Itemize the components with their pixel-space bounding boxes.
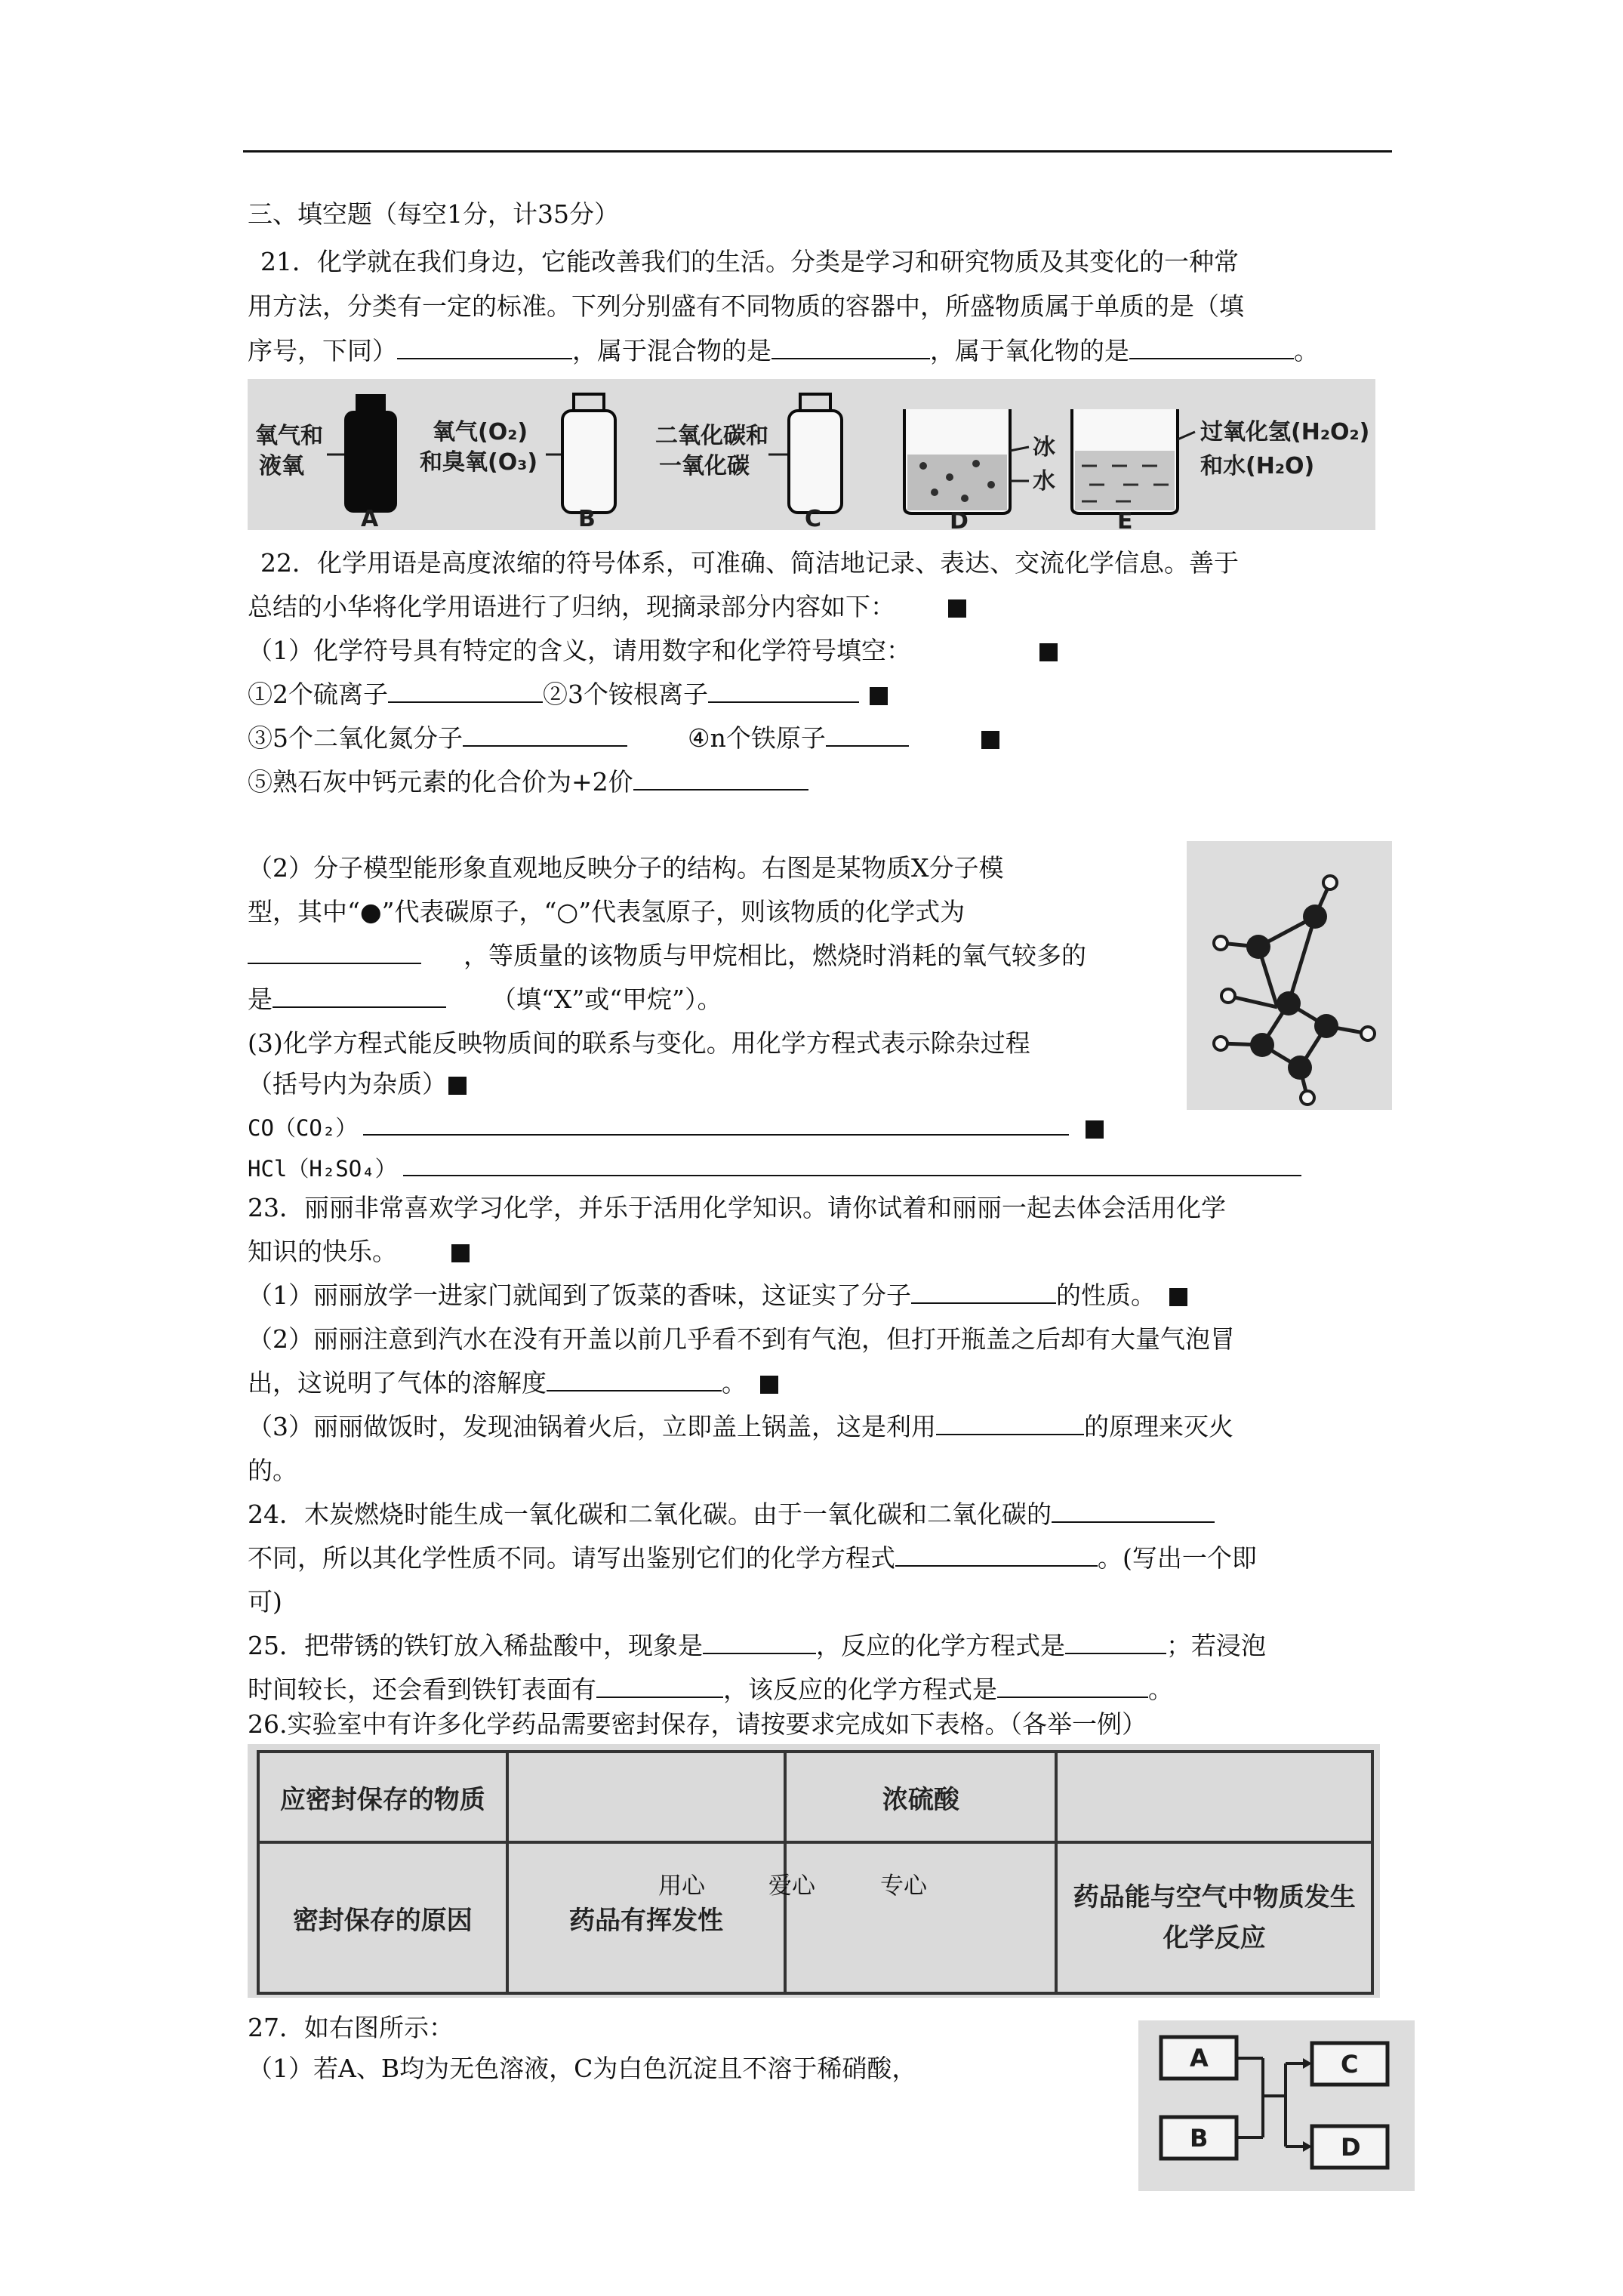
box-c-label: C bbox=[1341, 2050, 1359, 2079]
answer-blank[interactable] bbox=[397, 335, 572, 359]
box-b-label: B bbox=[1190, 2124, 1209, 2153]
container-c-label2: 一氧化碳 bbox=[659, 453, 750, 479]
header-rule bbox=[243, 150, 1392, 153]
molecule-model-figure bbox=[1187, 841, 1392, 1110]
answer-blank[interactable] bbox=[708, 679, 859, 703]
answer-blank[interactable] bbox=[633, 766, 808, 791]
square-mark bbox=[948, 599, 966, 618]
answer-blank[interactable] bbox=[596, 1674, 723, 1698]
container-d-label2: 水 bbox=[1033, 468, 1055, 495]
q22-p3-line2: （括号内为杂质） bbox=[248, 1068, 467, 1101]
square-mark bbox=[448, 1077, 467, 1095]
container-c-label1: 二氧化碳和 bbox=[655, 423, 768, 449]
q21-line3: 序号，下同） ，属于混合物的是 ，属于氧化物的是 。 bbox=[248, 336, 1319, 365]
q25-line2: 时间较长，还会看到铁钉表面有 ，该反应的化学方程式是 。 bbox=[248, 1675, 1173, 1704]
answer-blank[interactable] bbox=[1052, 1499, 1215, 1523]
container-a-label2: 液氧 bbox=[259, 453, 304, 479]
answer-blank[interactable] bbox=[463, 723, 627, 747]
table-cell: 应密封保存的物质 bbox=[258, 1752, 507, 1842]
footer-item: 爱心 bbox=[768, 1872, 815, 1900]
answer-blank[interactable] bbox=[388, 679, 543, 703]
container-a-letter: A bbox=[361, 506, 379, 530]
table-cell: 药品有挥发性 bbox=[507, 1842, 786, 1993]
q23-s2-line2: 出，这说明了气体的溶解度 。 bbox=[248, 1367, 778, 1400]
container-b-letter: B bbox=[578, 506, 596, 530]
q26-line: 26.实验室中有许多化学药品需要密封保存，请按要求完成如下表格。（各举一例） bbox=[248, 1709, 1147, 1739]
square-mark bbox=[870, 687, 888, 705]
container-e-letter: E bbox=[1117, 508, 1133, 530]
container-c-letter: C bbox=[805, 506, 822, 530]
section-title: 三、填空题（每空1分，计35分） bbox=[248, 199, 619, 229]
q23-line2: 知识的快乐。 bbox=[248, 1235, 470, 1268]
answer-blank[interactable] bbox=[403, 1152, 1301, 1176]
q22-items-1-2: ①2个硫离子 ②3个铵根离子 bbox=[248, 678, 888, 711]
q22-line2: 总结的小华将化学用语进行了归纳，现摘录部分内容如下： bbox=[248, 590, 966, 624]
answer-blank[interactable] bbox=[363, 1111, 1069, 1136]
square-mark bbox=[1086, 1120, 1104, 1139]
q22-item-5: ⑤熟石灰中钙元素的化合价为+2价 bbox=[248, 766, 808, 799]
table-cell: 药品能与空气中物质发生化学反应 bbox=[1056, 1842, 1372, 1993]
q22-line1: 22．化学用语是高度浓缩的符号体系，可准确、简洁地记录、表达、交流化学信息。善于 bbox=[260, 548, 1239, 578]
table-cell: 浓硫酸 bbox=[785, 1752, 1056, 1842]
answer-blank[interactable] bbox=[1065, 1630, 1166, 1654]
answer-blank[interactable] bbox=[911, 1280, 1056, 1304]
q23-line1: 23．丽丽非常喜欢学习化学，并乐于活用化学知识。请你试着和丽丽一起去体会活用化学 bbox=[248, 1193, 1226, 1222]
q23-s3-line1: （3）丽丽做饭时，发现油锅着火后，立即盖上锅盖，这是利用 的原理来灭火 bbox=[248, 1412, 1233, 1441]
answer-blank[interactable] bbox=[703, 1630, 816, 1654]
container-b-label1: 氧气(O₂) bbox=[433, 419, 528, 445]
square-mark bbox=[1039, 643, 1058, 661]
q23-s2-line1: （2）丽丽注意到汽水在没有开盖以前几乎看不到有气泡，但打开瓶盖之后却有大量气泡冒 bbox=[248, 1324, 1235, 1354]
square-mark bbox=[981, 731, 999, 749]
footer-item: 用心 bbox=[658, 1872, 705, 1900]
container-d-label1: 冰 bbox=[1033, 434, 1055, 461]
q22-p1: （1）化学符号具有特定的含义，请用数字和化学符号填空： bbox=[248, 634, 1058, 667]
table-cell[interactable] bbox=[785, 1842, 1056, 1993]
q21-line1: 21．化学就在我们身边，它能改善我们的生活。分类是学习和研究物质及其变化的一种常 bbox=[260, 247, 1239, 276]
q22-p2-line3: ，等质量的该物质与甲烷相比，燃烧时消耗的氧气较多的 bbox=[248, 939, 1086, 972]
q23-s3-line2: 的。 bbox=[248, 1456, 297, 1485]
containers-figure bbox=[248, 379, 1375, 530]
answer-blank[interactable] bbox=[771, 335, 930, 359]
square-mark bbox=[451, 1244, 470, 1262]
q22-p2-line2: 型，其中“●”代表碳原子，“○”代表氢原子，则该物质的化学式为 bbox=[248, 897, 965, 926]
q21-line2: 用方法，分类有一定的标准。下列分别盛有不同物质的容器中，所盛物质属于单质的是（填 bbox=[248, 291, 1244, 321]
q24-line1: 24．木炭燃烧时能生成一氧化碳和二氧化碳。由于一氧化碳和二氧化碳的 bbox=[248, 1498, 1215, 1531]
answer-blank[interactable] bbox=[1129, 335, 1294, 359]
answer-blank[interactable] bbox=[895, 1542, 1098, 1567]
q25-line1: 25．把带锈的铁钉放入稀盐酸中，现象是 ，反应的化学方程式是 ；若浸泡 bbox=[248, 1631, 1266, 1660]
q22-p3-line1: (3)化学方程式能反映物质间的联系与变化。用化学方程式表示除杂过程 bbox=[248, 1028, 1030, 1058]
table-cell: 密封保存的原因 bbox=[258, 1842, 507, 1993]
q24-line3: 可) bbox=[248, 1587, 282, 1616]
answer-blank[interactable] bbox=[826, 723, 909, 747]
answer-blank[interactable] bbox=[997, 1674, 1148, 1698]
container-a-label1: 氧气和 bbox=[255, 423, 323, 449]
q22-p2-line1: （2）分子模型能形象直观地反映分子的结构。右图是某物质X分子模 bbox=[248, 853, 1004, 883]
container-d-letter: D bbox=[950, 508, 969, 530]
answer-blank[interactable] bbox=[547, 1367, 722, 1391]
table-cell[interactable] bbox=[507, 1752, 786, 1842]
q22-co-equation: CO（CO₂） bbox=[248, 1111, 1104, 1145]
reaction-diagram bbox=[1138, 2020, 1415, 2191]
box-a-label: A bbox=[1190, 2044, 1209, 2073]
storage-table bbox=[257, 1750, 1374, 1995]
footer-item: 专心 bbox=[880, 1872, 927, 1900]
box-d-label: D bbox=[1341, 2133, 1361, 2162]
square-mark bbox=[760, 1376, 778, 1394]
container-e-label2: 和水(H₂O) bbox=[1200, 453, 1315, 479]
q22-p2-line4: 是 （填“X”或“甲烷”）。 bbox=[248, 985, 722, 1014]
q24-line2: 不同，所以其化学性质不同。请写出鉴别它们的化学方程式 。(写出一个即 bbox=[248, 1543, 1257, 1573]
answer-blank[interactable] bbox=[273, 984, 446, 1008]
square-mark bbox=[1169, 1288, 1187, 1306]
q27-line2: （1）若A、B均为无色溶液，C为白色沉淀且不溶于稀硝酸， bbox=[248, 2054, 917, 2083]
container-b-label2: 和臭氧(O₃) bbox=[420, 449, 538, 476]
q22-items-3-4: ③5个二氧化氮分子 ④n个铁原子 bbox=[248, 722, 999, 755]
container-e-label1: 过氧化氢(H₂O₂) bbox=[1200, 419, 1370, 445]
q27-line1: 27．如右图所示： bbox=[248, 2013, 454, 2042]
answer-blank[interactable] bbox=[936, 1411, 1084, 1435]
table-cell[interactable] bbox=[1056, 1752, 1372, 1842]
q23-s1: （1）丽丽放学一进家门就闻到了饭菜的香味，这证实了分子 的性质。 bbox=[248, 1279, 1187, 1312]
answer-blank[interactable] bbox=[248, 940, 421, 964]
q22-hcl-equation: HCl（H₂SO₄） bbox=[248, 1152, 1301, 1185]
